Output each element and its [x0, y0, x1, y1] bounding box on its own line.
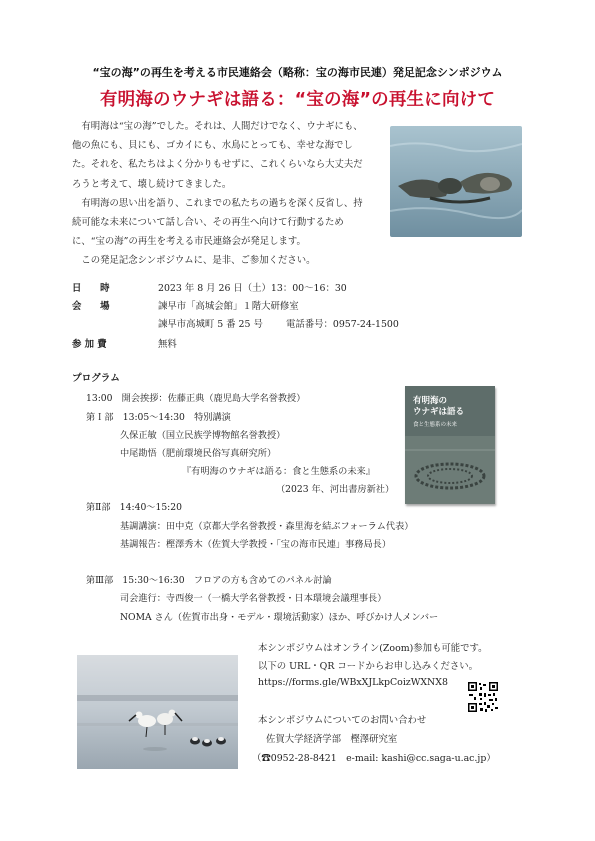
fee-value: 無料: [158, 339, 177, 350]
qr-code[interactable]: [467, 681, 499, 713]
book-subtitle: 食と生態系の未来: [413, 422, 458, 428]
program-line: 第Ⅲ部 15:30～16:30 フロアの方も含めてのパネル討論: [86, 575, 332, 586]
venue-value: 諫早市「高城会館」１階大研修室: [158, 301, 299, 312]
program-heading: プログラム: [72, 373, 120, 384]
intro-text: [72, 117, 368, 271]
contact-org: 佐賀大学経済学部 樫澤研究室: [266, 734, 398, 745]
program-line: 司会進行：寺西俊一（一橋大学名誉教授・日本環境会議理事長）: [120, 593, 387, 604]
fee-label: 参 加 費: [72, 339, 107, 350]
book-title: 有明海の ウナギは語る: [413, 396, 465, 417]
program-line: 『有明海のウナギは語る：食と生態系の未来』: [182, 466, 375, 477]
date-value: 2023 年 8 月 26 日（土）13：00～16：30: [158, 283, 347, 294]
program-line: （2023 年、河出書房新社）: [276, 484, 395, 495]
program-line: 第Ⅱ部 14:40～15:20: [86, 502, 182, 513]
program-line: 13:00 開会挨拶：佐藤正典（鹿児島大学名誉教授）: [86, 393, 306, 404]
intro-paragraph: 有明海は“宝の海”でした。それは、人間だけでなく、ウナギにも、他の魚にも、貝にも、ゴカイにも、水鳥にとっても、幸せな海でした。それを、私たちはよく分かりもせずに、これくらいなら大丈夫だろうと考えて、壊し続けてきました。: [72, 121, 363, 190]
venue-label: 会 場: [72, 301, 110, 312]
shorebirds-photo: [77, 655, 238, 769]
program-line: 久保正敏（国立民族学博物館名誉教授）: [120, 430, 286, 441]
book-cover: [405, 386, 495, 504]
contact-heading: 本シンポジウムについてのお問い合わせ: [258, 715, 427, 726]
program-line: 基調報告：樫澤秀木（佐賀大学教授・「宝の海市民連」事務局長）: [120, 539, 392, 550]
program-line: 第Ｉ部 13:05～14:30 特別講演: [86, 412, 231, 423]
intro-paragraph: この発足記念シンポジウムに、是非、ご参加ください。: [81, 255, 316, 267]
online-instructions: 以下の URL・QR コードからお申し込みください。: [258, 661, 479, 672]
program-line: NOMA さん（佐賀市出身・モデル・環境活動家）ほか、呼びかけ人メンバー: [120, 612, 439, 623]
program-line: 中尾勘悟（肥前環境民俗写真研究所）: [120, 448, 277, 459]
registration-link[interactable]: https://forms.gle/WBxXJLkpCoizWXNX8: [258, 677, 448, 688]
intro-paragraph: 有明海の思い出を語り、これまでの私たちの過ちを深く反省し、持続可能な未来について話し合い、その再生へ向けて行動するために、“宝の海”の再生を考える市民連絡会が発足します。: [72, 197, 363, 248]
online-note: 本シンポジウムはオンライン(Zoom)参加も可能です。: [258, 643, 488, 654]
contact-details: （☎0952-28-8421 e-mail: kashi@cc.saga-u.ac.jp）: [252, 753, 496, 764]
venue-address: 諫早市高城町 5 番 25 号: [158, 319, 263, 330]
page-title: 有明海のウナギは語る：“宝の海”の再生に向けて: [99, 90, 496, 110]
date-label: 日 時: [72, 283, 110, 294]
event-subtitle: “宝の海”の再生を考える市民連絡会（略称：宝の海市民連）発足記念シンポジウム: [92, 66, 503, 79]
eel-photo: [390, 126, 522, 237]
program-line: 基調講演：田中克（京都大学名誉教授・森里海を結ぶフォーラム代表）: [120, 521, 414, 532]
venue-phone: 電話番号：0957-24-1500: [286, 319, 399, 330]
